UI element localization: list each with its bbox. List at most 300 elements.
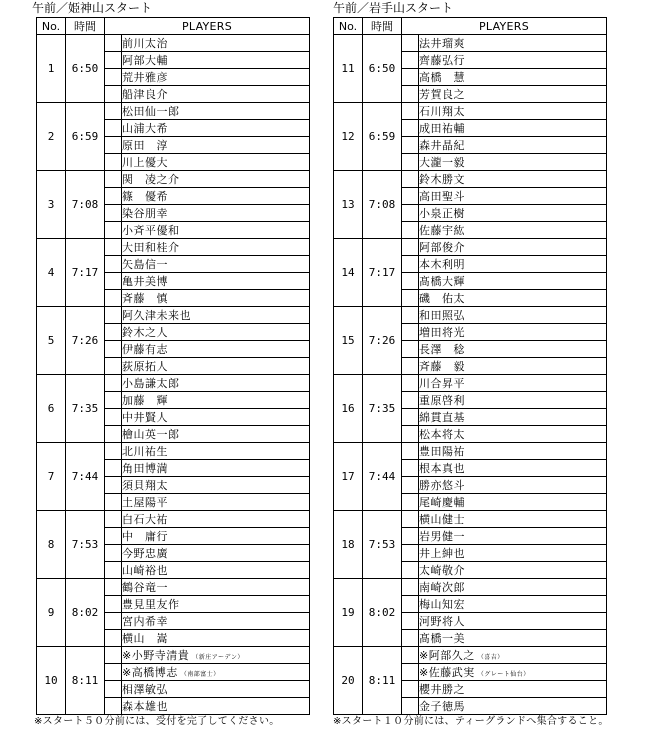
spacer-cell	[105, 664, 122, 681]
player-cell	[419, 103, 607, 120]
player-cell	[122, 375, 310, 392]
player-cell	[419, 188, 607, 205]
spacer-cell	[105, 596, 122, 613]
right-section-title: 午前／岩手山スタート	[333, 1, 454, 15]
player-name: 鈴木之人	[122, 326, 168, 339]
player-name: 長澤 稔	[419, 343, 465, 356]
player-name: 梅山知宏	[419, 598, 465, 611]
spacer-cell	[105, 290, 122, 307]
spacer-cell	[402, 171, 419, 188]
player-cell	[122, 443, 310, 460]
player-row	[37, 579, 310, 596]
player-cell	[419, 409, 607, 426]
spacer-cell	[402, 664, 419, 681]
right-tee-time-table	[333, 17, 607, 715]
player-cell	[122, 239, 310, 256]
player-row	[37, 375, 310, 392]
tee-time: 7:44	[66, 443, 105, 511]
spacer-cell	[402, 579, 419, 596]
spacer-cell	[105, 307, 122, 324]
tee-time: 7:44	[363, 443, 402, 511]
player-name: 原田 淳	[122, 139, 168, 152]
player-name: 和田照弘	[419, 309, 465, 322]
spacer-cell	[402, 528, 419, 545]
player-cell	[419, 290, 607, 307]
player-name: 山浦大希	[122, 122, 168, 135]
player-affiliation: （南部富士）	[180, 671, 220, 678]
player-cell	[122, 392, 310, 409]
spacer-cell	[105, 154, 122, 171]
group-number: 10	[37, 647, 66, 715]
player-name: 森井晶紀	[419, 139, 465, 152]
player-name: ※高橋博志	[122, 666, 178, 679]
player-name: 本木利明	[419, 258, 465, 271]
player-cell	[419, 681, 607, 698]
spacer-cell	[402, 324, 419, 341]
player-cell	[122, 511, 310, 528]
player-name: 櫻井勝之	[419, 683, 465, 696]
player-cell	[122, 307, 310, 324]
player-cell	[419, 511, 607, 528]
player-cell	[419, 239, 607, 256]
player-cell	[419, 35, 607, 52]
player-cell	[122, 205, 310, 222]
player-cell	[122, 188, 310, 205]
player-cell	[419, 273, 607, 290]
spacer-cell	[105, 324, 122, 341]
player-name: 相澤敏弘	[122, 683, 168, 696]
player-name: 成田祐輔	[419, 122, 465, 135]
spacer-cell	[402, 596, 419, 613]
spacer-cell	[105, 545, 122, 562]
spacer-cell	[105, 120, 122, 137]
player-cell	[122, 596, 310, 613]
right-table-body	[334, 35, 607, 715]
spacer-cell	[402, 630, 419, 647]
player-name: 須貝翔太	[122, 479, 168, 492]
group-number: 1	[37, 35, 66, 103]
player-cell	[419, 52, 607, 69]
tee-time: 7:53	[66, 511, 105, 579]
player-cell	[419, 256, 607, 273]
player-row	[334, 647, 607, 664]
spacer-cell	[402, 290, 419, 307]
player-name: 高田聖斗	[419, 190, 465, 203]
player-cell	[419, 205, 607, 222]
player-cell	[122, 69, 310, 86]
player-name: 重原啓利	[419, 394, 465, 407]
player-row	[37, 35, 310, 52]
player-cell	[419, 324, 607, 341]
player-cell	[419, 443, 607, 460]
player-name: 芳賀良之	[419, 88, 465, 101]
spacer-cell	[105, 137, 122, 154]
right-section	[333, 0, 618, 715]
player-name: 河野将人	[419, 615, 465, 628]
player-cell	[419, 562, 607, 579]
player-name: 矢島信一	[122, 258, 168, 271]
player-cell	[419, 613, 607, 630]
spacer-cell	[402, 460, 419, 477]
player-name: 勝亦悠斗	[419, 479, 465, 492]
player-name: 伊藤有志	[122, 343, 168, 356]
tee-time: 7:53	[363, 511, 402, 579]
player-cell	[419, 358, 607, 375]
spacer-cell	[105, 494, 122, 511]
player-name: 荻原拓人	[122, 360, 168, 373]
player-name: 大瀧一毅	[419, 156, 465, 169]
tee-time: 8:11	[66, 647, 105, 715]
player-cell	[122, 103, 310, 120]
player-cell	[122, 681, 310, 698]
group-number: 14	[334, 239, 363, 307]
spacer-cell	[105, 205, 122, 222]
player-name: 横山健士	[419, 513, 465, 526]
player-name: 増田将光	[419, 326, 465, 339]
right-footnote: ※スタート１０分前には、ティーグランドへ集合すること。	[333, 716, 609, 727]
player-row	[334, 307, 607, 324]
player-name: 船津良介	[122, 88, 168, 101]
spacer-cell	[105, 52, 122, 69]
player-name: 篠 優希	[122, 190, 168, 203]
tee-time: 6:59	[66, 103, 105, 171]
player-cell	[419, 375, 607, 392]
player-cell	[122, 273, 310, 290]
spacer-cell	[402, 307, 419, 324]
tee-time: 7:35	[363, 375, 402, 443]
player-row	[334, 375, 607, 392]
spacer-cell	[105, 409, 122, 426]
header-no: No.	[334, 18, 363, 35]
player-name: 鶴谷竜一	[122, 581, 168, 594]
tee-time: 8:02	[66, 579, 105, 647]
spacer-cell	[402, 392, 419, 409]
player-name: 川合昇平	[419, 377, 465, 390]
group-number: 12	[334, 103, 363, 171]
header-players: PLAYERS	[105, 18, 310, 35]
tee-time: 7:08	[66, 171, 105, 239]
group-number: 6	[37, 375, 66, 443]
spacer-cell	[105, 358, 122, 375]
player-cell	[122, 52, 310, 69]
spacer-cell	[402, 613, 419, 630]
spacer-cell	[402, 103, 419, 120]
player-name: 中 庸行	[122, 530, 168, 543]
player-cell	[122, 545, 310, 562]
player-name: 荒井雅彦	[122, 71, 168, 84]
player-name: 髙橋大輝	[419, 275, 465, 288]
spacer-cell	[402, 494, 419, 511]
spacer-cell	[402, 120, 419, 137]
player-name: 宮内希幸	[122, 615, 168, 628]
spacer-cell	[402, 443, 419, 460]
player-cell	[122, 528, 310, 545]
player-name: 関 凌之介	[122, 173, 180, 186]
group-number: 13	[334, 171, 363, 239]
left-tee-time-table	[36, 17, 310, 715]
player-name: ※佐藤武実	[419, 666, 475, 679]
player-name: 高橋 慧	[419, 71, 465, 84]
player-name: 斉藤 慎	[122, 292, 168, 305]
player-affiliation: （グレート仙台）	[477, 671, 530, 678]
player-cell	[419, 647, 607, 664]
player-row	[334, 443, 607, 460]
spacer-cell	[402, 545, 419, 562]
left-table-body	[37, 35, 310, 715]
player-name: 小島謙太郎	[122, 377, 180, 390]
spacer-cell	[105, 681, 122, 698]
player-cell	[122, 630, 310, 647]
left-section-title: 午前／姫神山スタート	[32, 1, 153, 15]
player-cell	[122, 613, 310, 630]
tee-time: 7:26	[66, 307, 105, 375]
spacer-cell	[402, 137, 419, 154]
player-cell	[419, 426, 607, 443]
spacer-cell	[402, 154, 419, 171]
spacer-cell	[105, 460, 122, 477]
spacer-cell	[105, 443, 122, 460]
player-cell	[122, 426, 310, 443]
player-cell	[122, 120, 310, 137]
player-name: 小泉正樹	[419, 207, 465, 220]
player-name: 阿久津未来也	[122, 309, 191, 322]
group-number: 2	[37, 103, 66, 171]
player-row	[37, 511, 310, 528]
tee-time: 8:11	[363, 647, 402, 715]
player-row	[334, 511, 607, 528]
player-cell	[122, 35, 310, 52]
spacer-cell	[105, 477, 122, 494]
player-name: 角田博満	[122, 462, 168, 475]
player-row	[37, 103, 310, 120]
spacer-cell	[402, 52, 419, 69]
player-row	[334, 171, 607, 188]
group-number: 5	[37, 307, 66, 375]
spacer-cell	[402, 681, 419, 698]
player-cell	[419, 460, 607, 477]
player-row	[37, 307, 310, 324]
spacer-cell	[402, 341, 419, 358]
spacer-cell	[105, 256, 122, 273]
spacer-cell	[105, 341, 122, 358]
player-name: 山崎裕也	[122, 564, 168, 577]
player-name: 綿貫直基	[419, 411, 465, 424]
player-cell	[419, 69, 607, 86]
player-name: 檜山英一郎	[122, 428, 180, 441]
spacer-cell	[105, 562, 122, 579]
player-name: 土屋陽平	[122, 496, 168, 509]
spacer-cell	[402, 188, 419, 205]
player-row	[334, 35, 607, 52]
spacer-cell	[402, 511, 419, 528]
player-cell	[122, 477, 310, 494]
tee-time: 6:59	[363, 103, 402, 171]
player-cell	[122, 341, 310, 358]
spacer-cell	[402, 647, 419, 664]
spacer-cell	[105, 239, 122, 256]
player-cell	[419, 494, 607, 511]
header-time: 時間	[66, 18, 105, 35]
spacer-cell	[402, 375, 419, 392]
player-cell	[122, 256, 310, 273]
spacer-cell	[105, 579, 122, 596]
player-cell	[419, 664, 607, 681]
header-no: No.	[37, 18, 66, 35]
player-cell	[419, 528, 607, 545]
player-name: 尾崎慶輔	[419, 496, 465, 509]
spacer-cell	[105, 273, 122, 290]
spacer-cell	[105, 69, 122, 86]
spacer-cell	[105, 613, 122, 630]
group-number: 19	[334, 579, 363, 647]
player-name: 豊見里友作	[122, 598, 180, 611]
spacer-cell	[105, 630, 122, 647]
player-cell	[122, 460, 310, 477]
group-number: 11	[334, 35, 363, 103]
header-players: PLAYERS	[402, 18, 607, 35]
player-cell	[419, 86, 607, 103]
header-time: 時間	[363, 18, 402, 35]
player-name: 阿部大輔	[122, 54, 168, 67]
player-name: 磯 佑太	[419, 292, 465, 305]
player-affiliation: （新庄アーデン）	[192, 654, 244, 661]
player-cell	[122, 494, 310, 511]
player-affiliation: （喜吉）	[477, 654, 504, 661]
spacer-cell	[402, 409, 419, 426]
player-cell	[122, 324, 310, 341]
player-row	[37, 239, 310, 256]
spacer-cell	[105, 375, 122, 392]
player-name: 横山 嵩	[122, 632, 168, 645]
tee-time: 7:17	[66, 239, 105, 307]
player-name: 中井賢人	[122, 411, 168, 424]
spacer-cell	[402, 273, 419, 290]
player-name: 法井瑠爽	[419, 37, 465, 50]
player-row	[334, 239, 607, 256]
player-row	[334, 103, 607, 120]
player-cell	[122, 154, 310, 171]
player-name: 南崎次郎	[419, 581, 465, 594]
group-number: 4	[37, 239, 66, 307]
player-cell	[122, 647, 310, 664]
player-name: 齊藤弘行	[419, 54, 465, 67]
player-name: 小斉平優和	[122, 224, 180, 237]
spacer-cell	[105, 392, 122, 409]
player-name: 髙橋一美	[419, 632, 465, 645]
spacer-cell	[402, 426, 419, 443]
player-name: 松本将太	[419, 428, 465, 441]
player-name: 豊田陽祐	[419, 445, 465, 458]
player-cell	[419, 545, 607, 562]
player-name: ※小野寺清貴	[122, 649, 190, 662]
group-number: 20	[334, 647, 363, 715]
player-cell	[419, 120, 607, 137]
spacer-cell	[105, 103, 122, 120]
player-cell	[419, 307, 607, 324]
spacer-cell	[105, 171, 122, 188]
spacer-cell	[105, 86, 122, 103]
spacer-cell	[402, 222, 419, 239]
player-cell	[122, 358, 310, 375]
player-row	[37, 171, 310, 188]
spacer-cell	[402, 358, 419, 375]
spacer-cell	[402, 477, 419, 494]
player-name: 前川太治	[122, 37, 168, 50]
player-cell	[419, 171, 607, 188]
player-cell	[122, 290, 310, 307]
spacer-cell	[402, 562, 419, 579]
left-footnote: ※スタート５０分前には、受付を完了してください。	[34, 716, 280, 727]
player-cell	[122, 562, 310, 579]
left-section	[32, 0, 321, 715]
player-name: 亀井美博	[122, 275, 168, 288]
player-row	[334, 579, 607, 596]
spacer-cell	[402, 256, 419, 273]
player-name: 太崎敬介	[419, 564, 465, 577]
group-number: 16	[334, 375, 363, 443]
tee-time: 7:35	[66, 375, 105, 443]
spacer-cell	[402, 205, 419, 222]
group-number: 3	[37, 171, 66, 239]
tee-time: 6:50	[363, 35, 402, 103]
group-number: 8	[37, 511, 66, 579]
player-cell	[122, 579, 310, 596]
spacer-cell	[105, 188, 122, 205]
player-cell	[122, 222, 310, 239]
table-header-row	[334, 18, 607, 35]
player-cell	[419, 596, 607, 613]
player-name: 北川祐生	[122, 445, 168, 458]
player-name: 金子徳馬	[419, 700, 465, 713]
player-name: 川上優大	[122, 156, 168, 169]
group-number: 15	[334, 307, 363, 375]
group-number: 18	[334, 511, 363, 579]
player-name: 鈴木勝文	[419, 173, 465, 186]
tee-time: 6:50	[66, 35, 105, 103]
player-cell	[419, 222, 607, 239]
player-name: 松田仙一郎	[122, 105, 180, 118]
spacer-cell	[402, 35, 419, 52]
player-row	[37, 647, 310, 664]
group-number: 7	[37, 443, 66, 511]
spacer-cell	[105, 426, 122, 443]
player-name: 根本真也	[419, 462, 465, 475]
player-name: 阿部俊介	[419, 241, 465, 254]
player-cell	[122, 664, 310, 681]
tee-time: 8:02	[363, 579, 402, 647]
player-name: 今野忠廣	[122, 547, 168, 560]
player-cell	[419, 137, 607, 154]
player-cell	[419, 154, 607, 171]
player-name: 加藤 輝	[122, 394, 168, 407]
group-number: 17	[334, 443, 363, 511]
player-name: ※阿部久之	[419, 649, 475, 662]
player-cell	[419, 392, 607, 409]
player-name: 染谷朋幸	[122, 207, 168, 220]
tee-time: 7:08	[363, 171, 402, 239]
player-cell	[122, 137, 310, 154]
spacer-cell	[105, 35, 122, 52]
player-name: 井上紳也	[419, 547, 465, 560]
player-cell	[419, 579, 607, 596]
table-header-row	[37, 18, 310, 35]
spacer-cell	[402, 239, 419, 256]
group-number: 9	[37, 579, 66, 647]
player-cell	[419, 630, 607, 647]
spacer-cell	[105, 511, 122, 528]
spacer-cell	[402, 86, 419, 103]
player-cell	[122, 86, 310, 103]
